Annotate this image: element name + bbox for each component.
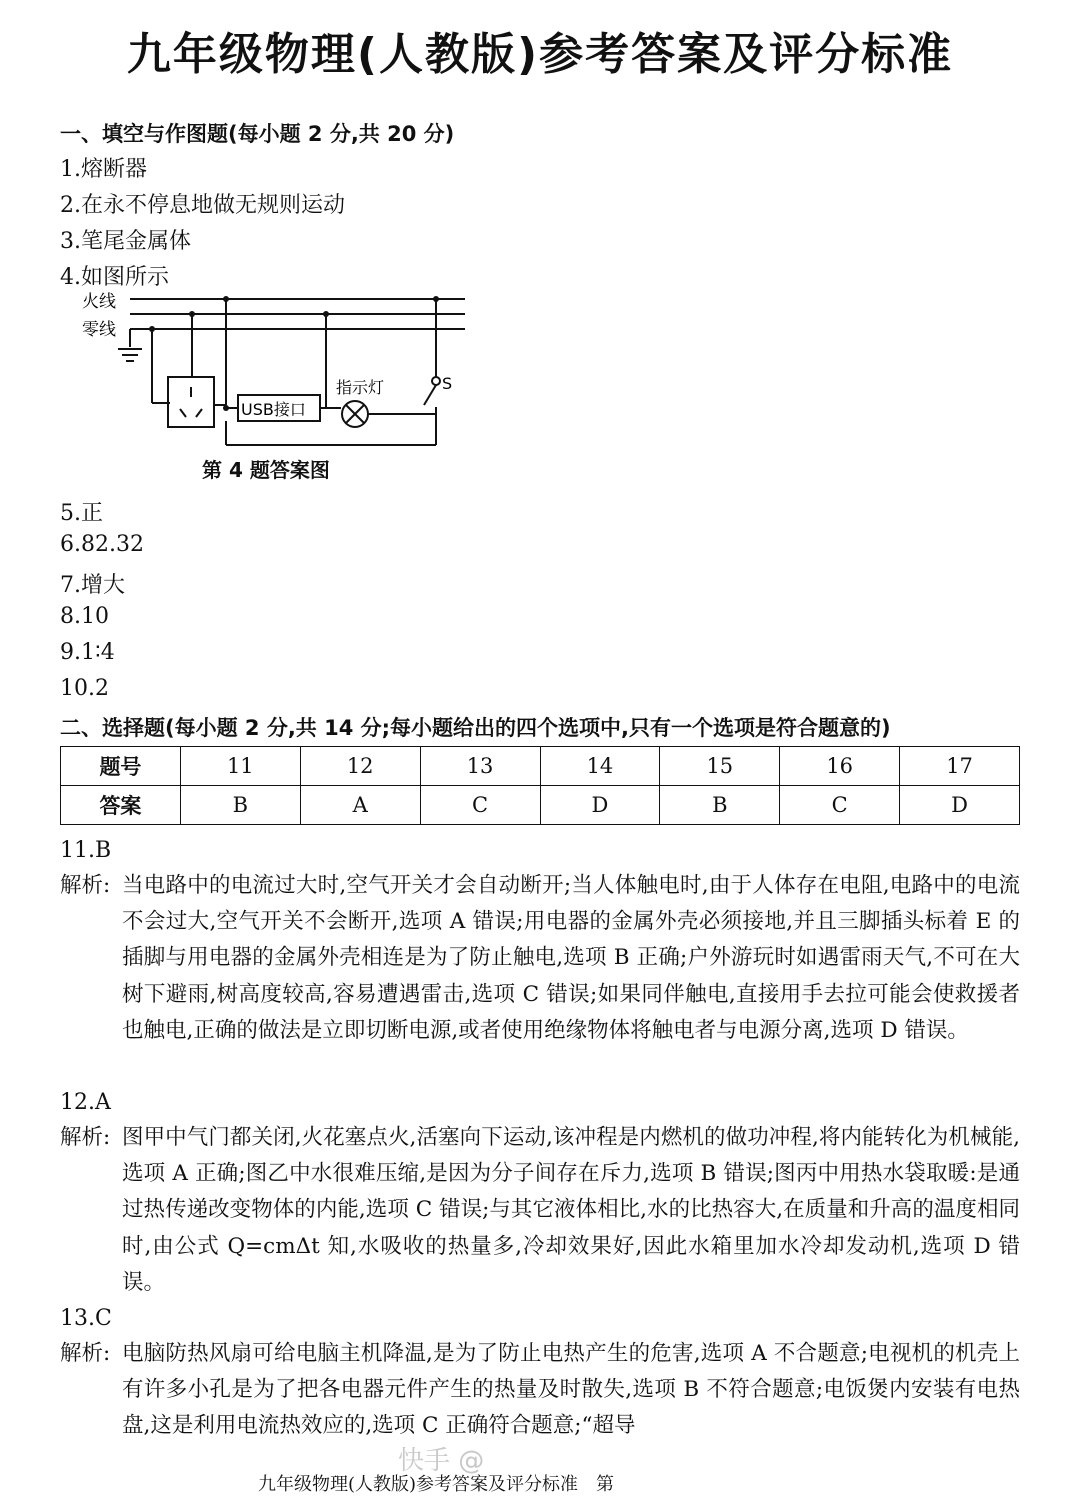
section1-heading: 一、填空与作图题(每小题 2 分,共 20 分) bbox=[60, 122, 455, 146]
explanation-text: 图甲中气门都关闭,火花塞点火,活塞向下运动,该冲程是内燃机的做功冲程,将内能转化为机械能,选项 A 正确;图乙中水很难压缩,是因为分子间存在斥力,选项 B 错误;图丙中用热水袋取暖:是通过热传递改变物体的内能,选项 C 错误;与其它液体相比,水的比热容大,在质量和升高的温度相同时,由公式 Q=cmΔt 知,水吸收的热量多,冷却效果好,因此水箱里加水冷却发动机,选项 D 错误。 bbox=[122, 1125, 1020, 1295]
table-cell: 16 bbox=[780, 747, 900, 786]
live-wire-label: 火线 bbox=[82, 292, 116, 312]
table-cell: C bbox=[780, 786, 900, 825]
table-cell: D bbox=[900, 786, 1020, 825]
circuit-diagram bbox=[60, 285, 480, 455]
explanation-label: 解析: bbox=[60, 1341, 111, 1366]
answer-1: 1.熔断器 bbox=[60, 157, 147, 182]
explanation-text: 电脑防热风扇可给电脑主机降温,是为了防止电热产生的危害,选项 A 不合题意;电视机的机壳上有许多小孔是为了把各电器元件产生的热量及时散失,选项 B 不符合题意;电饭煲内安装有电热盘,这是利用电流热效应的,选项 C 正确符合题意;“超导 bbox=[122, 1341, 1020, 1439]
section2-heading: 二、选择题(每小题 2 分,共 14 分;每小题给出的四个选项中,只有一个选项是符合题意的) bbox=[60, 716, 891, 740]
page-footer: 九年级物理(人教版)参考答案及评分标准 第 bbox=[258, 1474, 615, 1495]
figure-caption: 第 4 题答案图 bbox=[202, 458, 330, 482]
answer-6: 6.82.32 bbox=[60, 532, 144, 557]
answer-3: 3.笔尾金属体 bbox=[60, 229, 191, 254]
usb-label: USB接口 bbox=[241, 400, 306, 419]
answer-13: 13.C bbox=[60, 1306, 112, 1331]
explanation-label: 解析: bbox=[60, 1125, 111, 1150]
table-cell: B bbox=[660, 786, 780, 825]
lamp-label: 指示灯 bbox=[336, 378, 385, 397]
table-row bbox=[61, 747, 1020, 786]
answer-7: 7.增大 bbox=[60, 573, 125, 598]
table-cell: 14 bbox=[540, 747, 660, 786]
explanation-11 bbox=[60, 868, 1020, 1049]
table-cell: D bbox=[540, 786, 660, 825]
page-title: 九年级物理(人教版)参考答案及评分标准 bbox=[126, 29, 954, 80]
table-cell: 17 bbox=[900, 747, 1020, 786]
table-cell: 13 bbox=[420, 747, 540, 786]
table-cell: 12 bbox=[300, 747, 420, 786]
answer-table bbox=[60, 746, 1020, 825]
answer-2: 2.在永不停息地做无规则运动 bbox=[60, 193, 345, 218]
table-cell: C bbox=[420, 786, 540, 825]
explanation-12 bbox=[60, 1120, 1020, 1301]
table-cell: 11 bbox=[180, 747, 300, 786]
answer-10: 10.2 bbox=[60, 676, 109, 701]
answer-9: 9.1∶4 bbox=[60, 640, 115, 665]
table-header-cell: 题号 bbox=[61, 747, 181, 786]
explanation-13 bbox=[60, 1336, 1020, 1445]
table-row bbox=[61, 786, 1020, 825]
table-cell: 15 bbox=[660, 747, 780, 786]
table-cell: B bbox=[180, 786, 300, 825]
answer-4: 4.如图所示 bbox=[60, 265, 169, 290]
table-cell: A bbox=[300, 786, 420, 825]
table-header-cell: 答案 bbox=[61, 786, 181, 825]
answer-5: 5.正 bbox=[60, 501, 103, 526]
neutral-wire-label: 零线 bbox=[82, 320, 116, 340]
explanation-label: 解析: bbox=[60, 873, 111, 898]
answer-11: 11.B bbox=[60, 838, 112, 863]
answer-8: 8.10 bbox=[60, 604, 109, 629]
switch-label: S bbox=[442, 374, 453, 393]
watermark: 快手 @ bbox=[398, 1446, 485, 1476]
explanation-text: 当电路中的电流过大时,空气开关才会自动断开;当人体触电时,由于人体存在电阻,电路中的电流不会过大,空气开关不会断开,选项 A 错误;用电器的金属外壳必须接地,并且三脚插头标着 E 的插脚与用电器的金属外壳相连是为了防止触电,选项 B 正确;户外游玩时如遇雷雨天气,不可在大树下避雨,树高度较高,容易遭遇雷击,选项 C 错误;如果同伴触电,直接用手去拉可能会使救援者也触电,正确的做法是立即切断电源,或者使用绝缘物体将触电者与电源分离,选项 D 错误。 bbox=[122, 873, 1020, 1043]
answer-12: 12.A bbox=[60, 1090, 111, 1115]
